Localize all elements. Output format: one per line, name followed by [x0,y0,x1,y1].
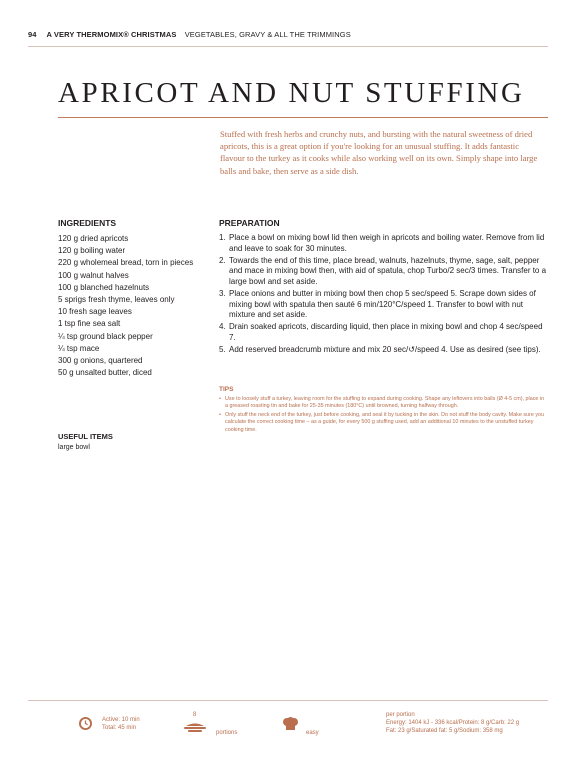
ingredients-list [58,233,208,379]
header-divider [28,46,548,47]
step-number: 2. [219,255,226,265]
book-title: A VERY THERMOMIX® CHRISTMAS [46,30,177,39]
title-divider [58,117,548,118]
nutrition-heading: per portion [386,712,415,718]
step-text: Towards the end of this time, place bread, walnuts, hazelnuts, thyme, sage, salt, pepper and mace in mixing bowl then, with aid of spatula, chop Turbo/2 sec/3 times. Transfer to a large bowl and set aside. [229,255,547,286]
preparation-section [219,218,547,357]
tips-section [219,386,547,436]
useful-items-section [58,432,113,451]
step-text: Place a bowl on mixing bowl lid then weigh in apricots and boiling water. Remove from lid and leave to soak for 30 minutes. [229,233,545,253]
preparation-step [219,289,547,321]
step-text: Place onions and butter in mixing bowl then chop 5 sec/speed 5. Scrape down sides of mixing bowl with spatula then sauté 6 min/120°C/speed 1. Transfer to bowl with nut mixture and set aside. [229,288,536,320]
ingredient-item: 300 g onions, quartered [58,356,143,366]
ingredients-section [58,218,208,379]
recipe-intro: Stuffed with fresh herbs and crunchy nuts, and bursting with the natural sweetness of dried apricots, this is a great option if you're looking for an unusual stuffing. It adds fantastic flavour to the turkey as it cooks while also working well on its own. Simply shape into large balls and bake, then serve as a side dish. [220,129,538,176]
preparation-step [219,256,547,288]
difficulty-label: easy [306,730,319,736]
ingredient-item: 100 g walnut halves [58,270,129,280]
nutrition-line: Fat: 23 g/Saturated fat: 5 g/Sodium: 358 mg [386,728,503,734]
recipe-title: APRICOT AND NUT STUFFING [58,77,525,109]
total-time: Total: 45 min [102,725,137,731]
useful-item: large bowl [58,444,90,451]
preparation-step [219,345,547,356]
step-text: Add reserved breadcrumb mixture and mix 20 sec/↺/speed 4. Use as desired (see tips). [229,344,541,354]
chef-hat-icon [282,717,299,731]
ingredient-item: 50 g unsalted butter, diced [58,368,152,378]
ingredient-item: 10 fresh sage leaves [58,307,132,317]
step-number: 3. [219,288,226,298]
step-number: 4. [219,322,226,332]
preparation-step [219,233,547,254]
step-number: 1. [219,233,226,242]
tip-item: • Use to loosely stuff a turkey, leaving room for the stuffing to expand during cooking. Shape any leftovers into balls (Ø 4-5 cm), place in a greased roasting tin and bake for 25-35 minutes (180°C) until browned, turning halfway through. [219,396,547,411]
nutrition-line: Energy: 1404 kJ - 336 kcal/Protein: 8 g/Carb: 22 g [386,720,520,726]
step-text: Drain soaked apricots, discarding liquid, then place in mixing bowl and chop 4 sec/speed 7. [229,322,543,342]
portions-label: portions [216,730,238,736]
ingredient-item: 120 g boiling water [58,246,126,256]
tip-item: • Only stuff the neck end of the turkey, just before cooking, and seal it by tucking in the skin. Do not stuff the body cavity. Make sure you calculate the correct cooking time – as a guide, for every 500 g stuffing used, add an additional 10 minutes to the unstuffed turkey cooking time. [219,412,547,435]
ingredient-item: 1 tsp fine sea salt [58,319,121,329]
useful-items-heading: USEFUL ITEMS [58,432,113,441]
preparation-step [219,322,547,343]
preparation-heading: PREPARATION [219,218,280,228]
ingredient-item: 220 g wholemeal bread, torn in pieces [58,258,194,268]
step-number: 5. [219,344,226,354]
clock-icon [78,716,93,731]
ingredients-heading: INGREDIENTS [58,218,117,228]
plate-icon [183,721,207,733]
active-time: Active: 10 min [102,717,140,723]
section-title: VEGETABLES, GRAVY & ALL THE TRIMMINGS [184,30,351,39]
ingredient-item: ¼ tsp ground black pepper [58,331,153,341]
preparation-steps [219,233,547,356]
ingredient-item: 120 g dried apricots [58,234,129,243]
tips-list [219,396,547,435]
ingredient-item: ¼ tsp mace [58,343,100,353]
ingredient-item: 5 sprigs fresh thyme, leaves only [58,295,175,305]
recipe-footer [0,700,576,768]
page-number: 94 [28,30,37,39]
portions-count: 8 [193,712,197,718]
ingredient-item: 100 g blanched hazelnuts [58,282,150,292]
running-header [28,30,351,39]
tips-heading: TIPS [219,386,234,393]
